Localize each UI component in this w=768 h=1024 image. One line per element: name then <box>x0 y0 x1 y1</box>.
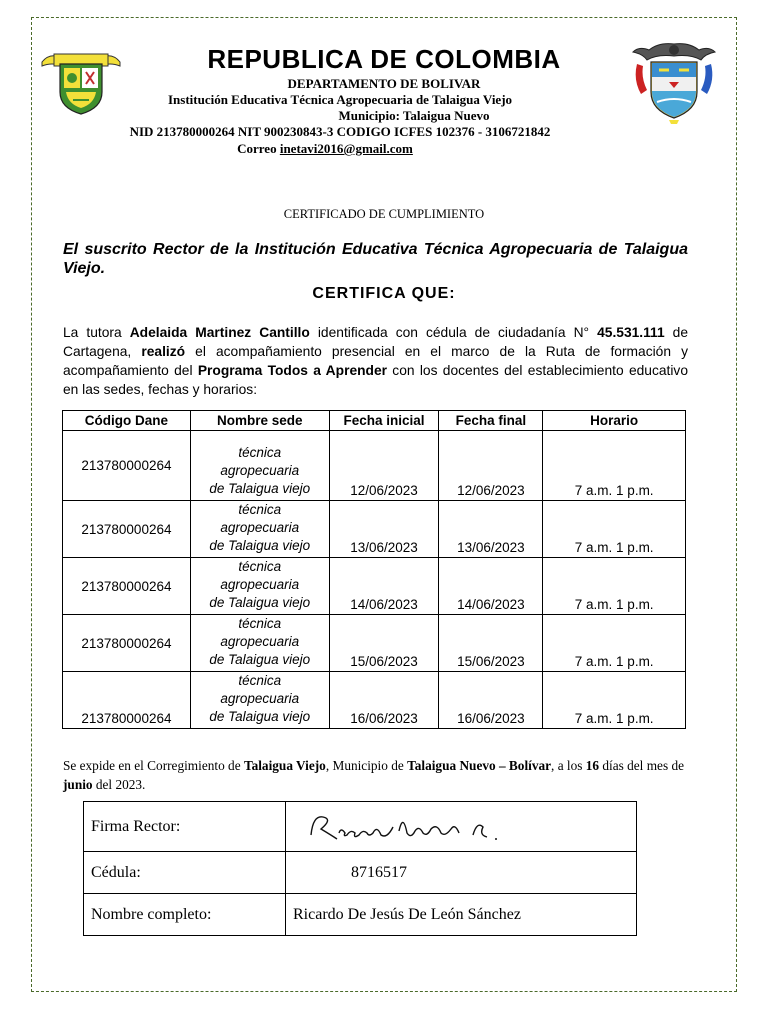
ids-line: NID 213780000264 NIT 900230843-3 CODIGO ICFES 102376 - 3106721842 <box>129 124 551 139</box>
handwritten-signature <box>293 805 629 849</box>
cedula-row <box>84 852 637 894</box>
sedes-table <box>62 410 686 729</box>
tutor-name: Adelaida Martinez Cantillo <box>129 325 310 340</box>
email-link[interactable]: inetavi2016@gmail.com <box>279 141 413 156</box>
certificate-body: La tutora Adelaida Martinez Cantillo identificada con cédula de ciudadanía N° 45.531.111 de Cartagena, realizó el acompañamiento presencial en el marco de la Ruta de formación y acompañamiento del Programa Todos a Aprender con los docentes del establecimiento educativo en las sedes, fechas y horarios: <box>63 325 689 397</box>
tutor-cedula: 45.531.111 <box>597 325 665 340</box>
program-name: Programa Todos a Aprender <box>197 363 388 378</box>
cedula-label: Cédula: <box>84 852 286 894</box>
firma-row <box>84 802 637 852</box>
header-horario: Horario <box>543 411 686 431</box>
table-row: 213780000264 técnica agropecuaria de Talaigua viejo 14/06/2023 14/06/2023 7 a.m. 1 p.m. <box>63 558 686 615</box>
header-sede: Nombre sede <box>190 411 329 431</box>
municipality-line: Municipio: Talaigua Nuevo <box>338 108 490 123</box>
table-header-row <box>63 411 686 431</box>
table-row: 213780000264 técnica agropecuaria de Talaigua viejo 12/06/2023 12/06/2023 7 a.m. 1 p.m. <box>63 431 686 501</box>
header-fecha-final: Fecha final <box>439 411 543 431</box>
nombre-value: Ricardo De Jesús De León Sánchez <box>286 894 637 936</box>
header-fecha-inicial: Fecha inicial <box>329 411 439 431</box>
nombre-row <box>84 894 637 936</box>
header-codigo: Código Dane <box>63 411 191 431</box>
signature-cell <box>286 802 637 852</box>
signature-table <box>83 801 637 936</box>
nombre-label: Nombre completo: <box>84 894 286 936</box>
certificate-title: CERTIFICADO DE CUMPLIMIENTO <box>283 207 485 221</box>
certifica-heading: CERTIFICA QUE: <box>312 285 456 302</box>
intro-text: El suscrito Rector de la Institución Educativa Técnica Agropecuaria de Talaigua Viejo. <box>63 241 688 277</box>
institution-line: Institución Educativa Técnica Agropecuaria de Talaigua Viejo <box>167 92 513 107</box>
cedula-value: 8716517 <box>286 852 637 894</box>
table-row: 213780000264 técnica agropecuaria de Talaigua viejo 13/06/2023 13/06/2023 7 a.m. 1 p.m. <box>63 501 686 558</box>
country-title: REPUBLICA DE COLOMBIA <box>207 44 561 74</box>
table-row: 213780000264 técnica agropecuaria de Talaigua viejo 16/06/2023 16/06/2023 7 a.m. 1 p.m. <box>63 672 686 729</box>
table-row: 213780000264 técnica agropecuaria de Talaigua viejo 15/06/2023 15/06/2023 7 a.m. 1 p.m. <box>63 615 686 672</box>
firma-label: Firma Rector: <box>84 802 286 852</box>
department-line: DEPARTAMENTO DE BOLIVAR <box>287 76 481 91</box>
email-line: Correo inetavi2016@gmail.com <box>237 141 413 156</box>
expide-paragraph: Se expide en el Corregimiento de Talaigua Viejo, Municipio de Talaigua Nuevo – Bolívar, a los 16 días del mes de junio del 2023. <box>63 758 684 792</box>
